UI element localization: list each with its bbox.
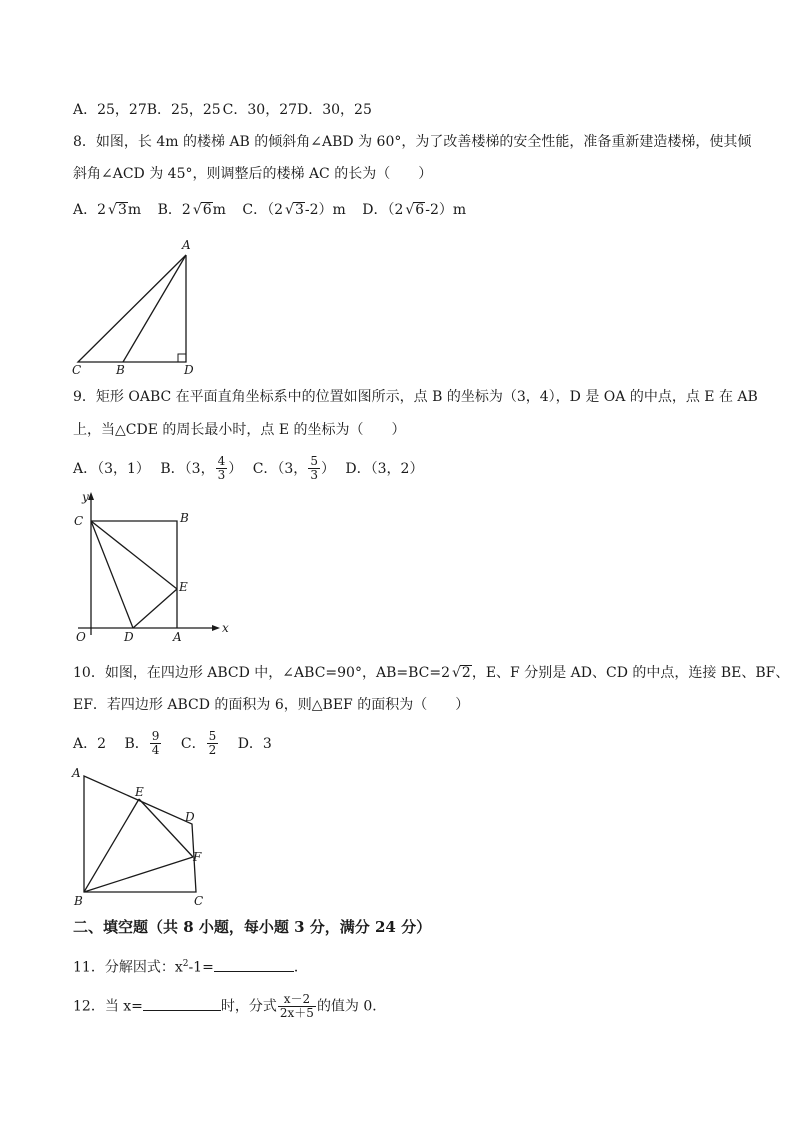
y-axis-arrow <box>88 492 94 500</box>
label-f: F <box>193 850 202 864</box>
q9-option-d: D．（3，2） <box>345 460 424 477</box>
label-c: C <box>72 363 82 377</box>
q10-options <box>73 730 272 757</box>
label-a: A <box>72 766 81 780</box>
label-d: D <box>124 630 134 644</box>
q7-option-a: A．25，27 <box>73 102 147 118</box>
label-b: B <box>116 363 125 377</box>
q9-option-b: B．（3， $\frac{4}{3}$ ） <box>160 454 243 482</box>
q9-stem-line1: 9．矩形 OABC 在平面直角坐标系中的位置如图所示，点 B 的坐标为（3，4），D 是 OA 的中点，点 E 在 AB <box>73 389 758 405</box>
segment-be <box>84 799 139 892</box>
q11-stem: 11．分解因式：$x^2-1=$ ． <box>73 954 308 978</box>
sqrt-c: √ 3 <box>293 202 305 217</box>
rectangle-oabc <box>91 521 177 628</box>
segment-bf <box>84 857 193 892</box>
q11-answer-blank[interactable] <box>214 957 294 972</box>
label-c: C <box>194 894 204 908</box>
label-b: B <box>74 894 83 908</box>
label-x: x <box>222 621 229 635</box>
label-b: B <box>180 511 189 525</box>
label-y: y <box>82 490 89 504</box>
q9-option-a: A．（3，1） <box>73 460 150 477</box>
fraction: $\frac{5}{2}$ <box>208 729 217 757</box>
q10-stem-line1: 10．如图，在四边形 ABCD 中，∠ABC=90°，AB=BC=2√ 2，E、F 分别是 AD、CD 的中点，连接 BE、BF、 <box>73 663 789 683</box>
q8-option-b: B．2√ 6m <box>158 200 226 220</box>
segment-ef <box>139 799 193 857</box>
fraction: $\frac{9}{4}$ <box>151 729 160 757</box>
q9-option-c: C．（3， $\frac{5}{3}$ ） <box>252 454 335 482</box>
q8-options <box>73 200 466 220</box>
fraction: $\frac{5}{3}$ <box>310 454 318 482</box>
q9-stem-line2: 上，当△CDE 的周长最小时，点 E 的坐标为（ ） <box>73 422 406 438</box>
q8-option-d: D．（2√ 6-2）m <box>362 200 466 220</box>
q10-figure <box>68 765 218 910</box>
q10-option-a: A．2 <box>73 735 107 752</box>
q7-option-b: B．25，25 <box>146 102 221 118</box>
q10-option-b: B． $\frac{9}{4}$ <box>124 729 160 757</box>
q7-options <box>73 100 372 120</box>
x-axis-arrow <box>212 625 220 631</box>
q8-figure <box>70 236 205 376</box>
q8-option-a: A．2√ 3m <box>73 200 141 220</box>
label-e: E <box>179 580 188 594</box>
right-angle-mark <box>178 354 186 362</box>
fraction: $\frac{x-2}{2x+5}$ <box>279 992 314 1020</box>
label-a: A <box>182 238 191 252</box>
section-heading: 二、填空题（共 8 小题，每小题 3 分，满分 24 分） <box>73 918 432 936</box>
q10-option-c: C． $\frac{5}{2}$ <box>180 729 217 757</box>
sqrt-b: √ 6 <box>201 202 213 217</box>
q10-option-d: D．3 <box>237 735 272 752</box>
q8-option-c: C．（2√ 3-2）m <box>242 200 345 220</box>
sqrt-a: √ 3 <box>116 202 128 217</box>
label-d: D <box>184 363 194 377</box>
sqrt-d: √ 6 <box>413 202 425 217</box>
q7-option-c: C．30，27 <box>222 102 298 118</box>
label-o: O <box>76 630 86 644</box>
label-d: D <box>185 810 195 824</box>
label-a: A <box>173 630 182 644</box>
q12-answer-blank[interactable] <box>143 996 221 1011</box>
q7-option-d: D．30，25 <box>297 102 372 118</box>
segment-de <box>133 589 177 628</box>
q9-figure <box>70 490 240 645</box>
q8-stem-line2: 斜角∠ACD 为 45°，则调整后的楼梯 AC 的长为（ ） <box>73 166 433 182</box>
q9-options <box>73 455 423 482</box>
label-c: C <box>74 514 84 528</box>
q10-stem-line2: EF．若四边形 ABCD 的面积为 6，则△BEF 的面积为（ ） <box>73 697 470 713</box>
sqrt-2: √ 2 <box>460 665 472 680</box>
label-e: E <box>135 785 144 799</box>
q12-stem: 12．当 x= 时，分式 $\frac{x-2}{2x+5}$ 的值为 0． <box>73 992 387 1020</box>
fraction: $\frac{4}{3}$ <box>217 454 226 482</box>
q8-stem-line1: 8．如图，长 4m 的楼梯 AB 的倾斜角∠ABD 为 60°，为了改善楼梯的安全性能，准备重新建造楼梯，使其倾 <box>73 134 752 150</box>
